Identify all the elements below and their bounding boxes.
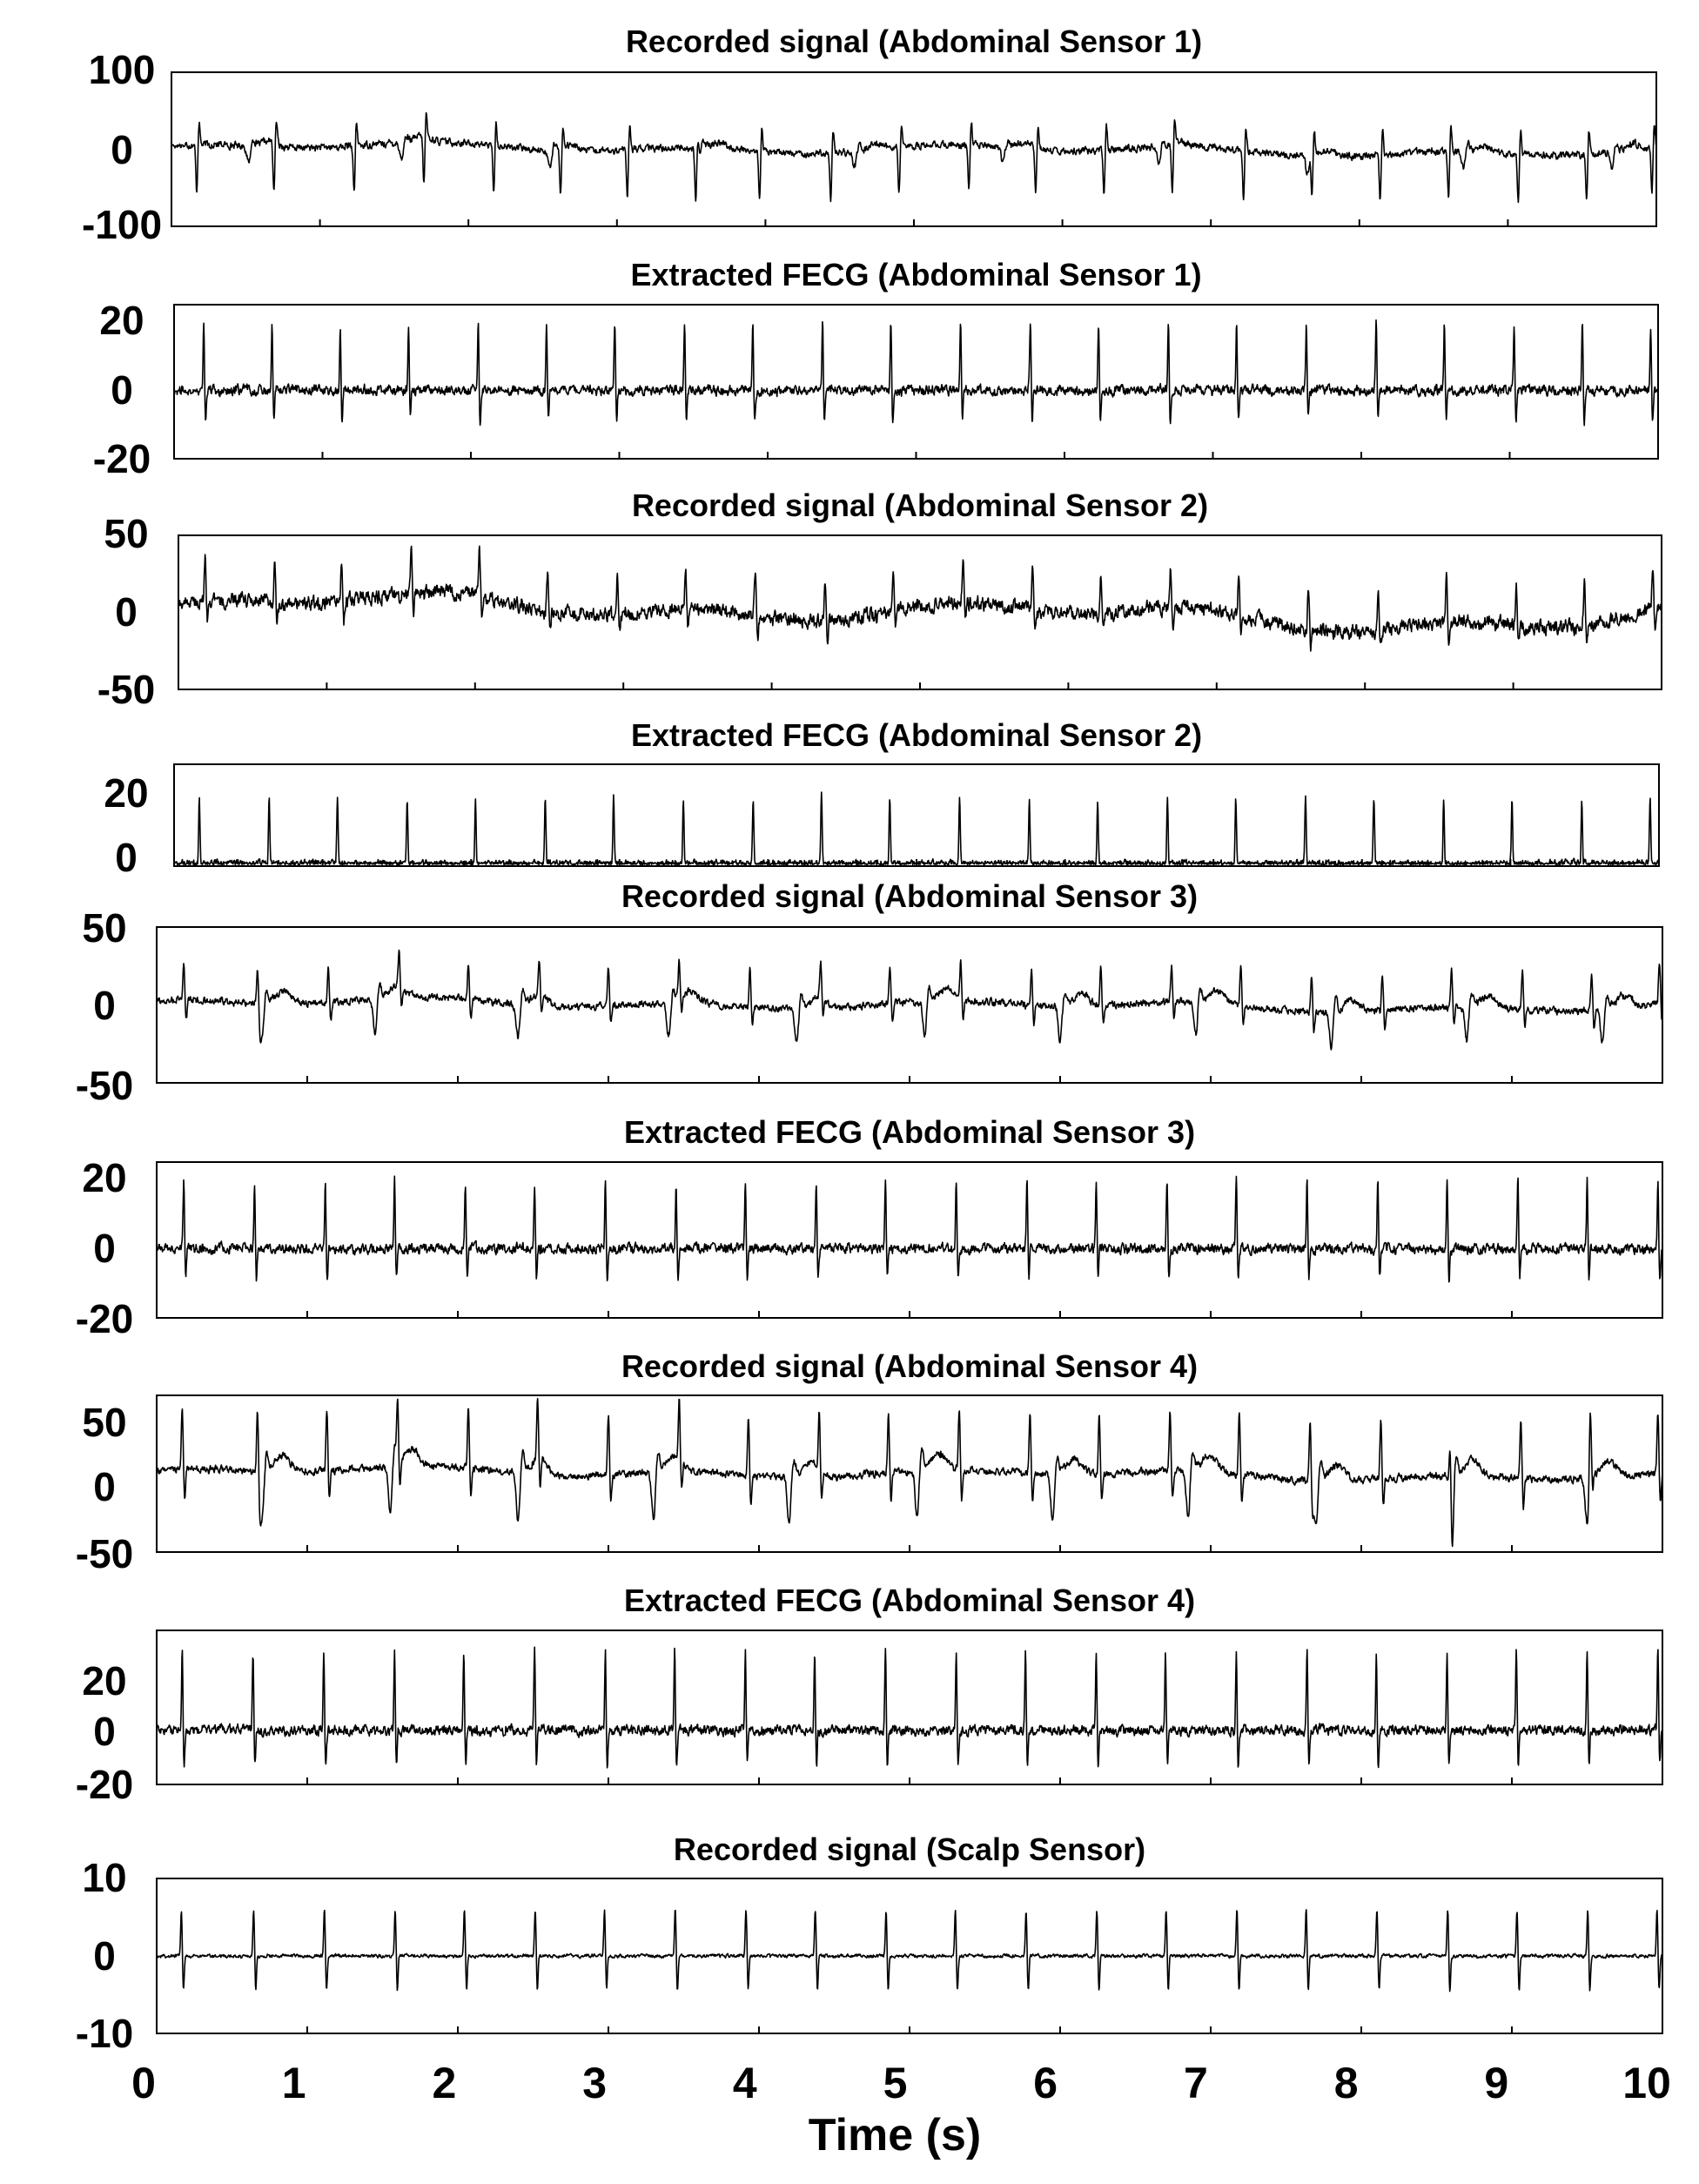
signal-trace [171, 113, 1656, 203]
y-tick-label: 20 [82, 1658, 127, 1704]
x-tick-label: 1 [281, 2059, 306, 2107]
x-tick-label: 10 [1622, 2059, 1671, 2107]
y-tick-label: 0 [115, 589, 138, 635]
y-tick-label: 50 [104, 511, 149, 556]
y-tick-label: -50 [75, 1063, 134, 1108]
y-tick-label: -20 [75, 1296, 134, 1341]
plot-frame [174, 305, 1658, 459]
x-tick-label: 6 [1033, 2059, 1058, 2107]
y-tick-label: 0 [93, 1709, 116, 1754]
x-tick-label: 5 [883, 2059, 908, 2107]
y-tick-label: -50 [75, 1531, 134, 1576]
panel-title: Recorded signal (Abdominal Sensor 1) [625, 24, 1203, 59]
y-tick-label: -50 [97, 667, 156, 712]
y-tick-label: 0 [93, 1464, 116, 1509]
panel-8 [76, 1583, 1662, 1807]
signal-trace [157, 951, 1662, 1050]
plot-frame [157, 1162, 1662, 1318]
panel-title: Extracted FECG (Abdominal Sensor 2) [630, 717, 1203, 753]
panel-5 [76, 878, 1662, 1108]
panel-2 [93, 257, 1658, 481]
y-tick-label: 20 [99, 298, 144, 343]
y-tick-label: 100 [88, 47, 156, 92]
panels [76, 24, 1662, 2056]
x-tick-label: 8 [1333, 2059, 1359, 2107]
panel-6 [76, 1114, 1662, 1341]
signal-trace [157, 1910, 1662, 1992]
panel-4 [104, 717, 1659, 880]
y-tick-label: 0 [115, 835, 138, 880]
x-tick-label: 7 [1183, 2059, 1208, 2107]
panel-title: Recorded signal (Abdominal Sensor 4) [621, 1348, 1199, 1384]
y-tick-label: 50 [82, 905, 127, 951]
y-tick-label: 10 [82, 1855, 127, 1900]
x-tick-label: 3 [582, 2059, 608, 2107]
signal-trace [178, 546, 1662, 651]
x-tick-label: 0 [131, 2059, 156, 2107]
panel-title: Recorded signal (Abdominal Sensor 3) [621, 878, 1199, 914]
signal-trace [157, 1176, 1662, 1282]
plot-frame [174, 764, 1659, 866]
signal-trace [174, 792, 1659, 864]
y-tick-label: 0 [93, 983, 116, 1028]
x-tick-label: 2 [432, 2059, 457, 2107]
panel-title: Extracted FECG (Abdominal Sensor 3) [623, 1114, 1196, 1150]
y-tick-label: 20 [82, 1155, 127, 1200]
panel-9 [76, 1831, 1662, 2056]
plot-frame [178, 535, 1662, 689]
x-axis [131, 2059, 1671, 2160]
x-tick-label: 9 [1484, 2059, 1509, 2107]
y-tick-label: 20 [104, 770, 149, 816]
panel-1 [82, 24, 1656, 247]
y-tick-label: 50 [82, 1400, 127, 1445]
y-tick-label: -20 [92, 436, 151, 481]
plot-frame [157, 927, 1662, 1083]
x-tick-label: 4 [732, 2059, 757, 2107]
y-tick-label: 0 [111, 367, 133, 413]
signal-trace [174, 320, 1658, 426]
y-tick-label: -20 [75, 1762, 134, 1807]
panel-title: Extracted FECG (Abdominal Sensor 1) [630, 257, 1202, 292]
panel-title: Recorded signal (Scalp Sensor) [673, 1831, 1146, 1867]
panel-title: Recorded signal (Abdominal Sensor 2) [631, 487, 1209, 523]
y-tick-label: 0 [93, 1226, 116, 1271]
x-axis-label: Time (s) [808, 2110, 982, 2160]
y-tick-label: -100 [81, 202, 163, 247]
signal-trace [157, 1647, 1662, 1768]
y-tick-label: -10 [75, 2011, 134, 2056]
y-tick-label: 0 [111, 127, 133, 172]
panel-3 [97, 487, 1662, 712]
x-tick-labels [131, 2059, 1671, 2107]
y-tick-label: 0 [93, 1933, 116, 1979]
panel-title: Extracted FECG (Abdominal Sensor 4) [623, 1583, 1196, 1618]
panel-7 [76, 1348, 1662, 1576]
plot-frame [157, 1630, 1662, 1784]
signal-trace [157, 1399, 1662, 1547]
